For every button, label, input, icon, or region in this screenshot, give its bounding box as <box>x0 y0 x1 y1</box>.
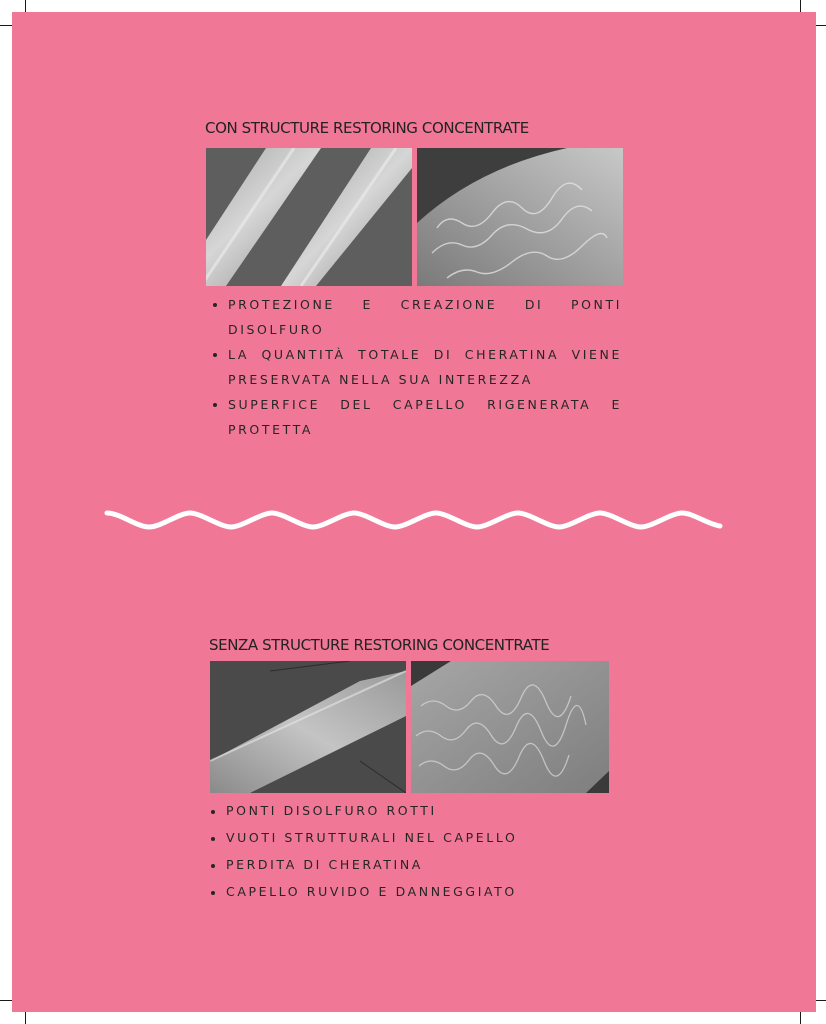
section-heading-without: SENZA STRUCTURE RESTORING CONCENTRATE <box>209 636 550 654</box>
list-item: VUOTI STRUTTURALI NEL CAPELLO <box>208 829 628 847</box>
crop-mark <box>25 0 26 12</box>
hair-micrograph-damaged-1 <box>210 661 406 793</box>
wave-divider-icon <box>12 507 816 537</box>
list-item: CAPELLO RUVIDO E DANNEGGIATO <box>208 883 628 901</box>
hair-micrograph-damaged-2 <box>411 661 609 793</box>
crop-mark <box>0 25 12 26</box>
page <box>12 12 816 1012</box>
section-heading-with: CON STRUCTURE RESTORING CONCENTRATE <box>205 119 529 137</box>
crop-mark <box>0 1000 12 1001</box>
benefits-list <box>210 292 622 442</box>
list-item: PERDITA DI CHERATINA <box>208 856 628 874</box>
crop-mark <box>800 0 801 12</box>
hair-micrograph-treated-1 <box>206 148 412 286</box>
crop-mark <box>800 1012 801 1024</box>
list-item: SUPERFICE DEL CAPELLO RIGENERATA E PROTETTA <box>210 392 622 442</box>
crop-mark <box>25 1012 26 1024</box>
hair-micrograph-treated-2 <box>417 148 623 286</box>
list-item: LA QUANTITÀ TOTALE DI CHERATINA VIENE PRESERVATA NELLA SUA INTEREZZA <box>210 342 622 392</box>
list-item: PONTI DISOLFURO ROTTI <box>208 802 628 820</box>
list-item: PROTEZIONE E CREAZIONE DI PONTI DISOLFURO <box>210 292 622 342</box>
damage-list <box>208 802 628 910</box>
